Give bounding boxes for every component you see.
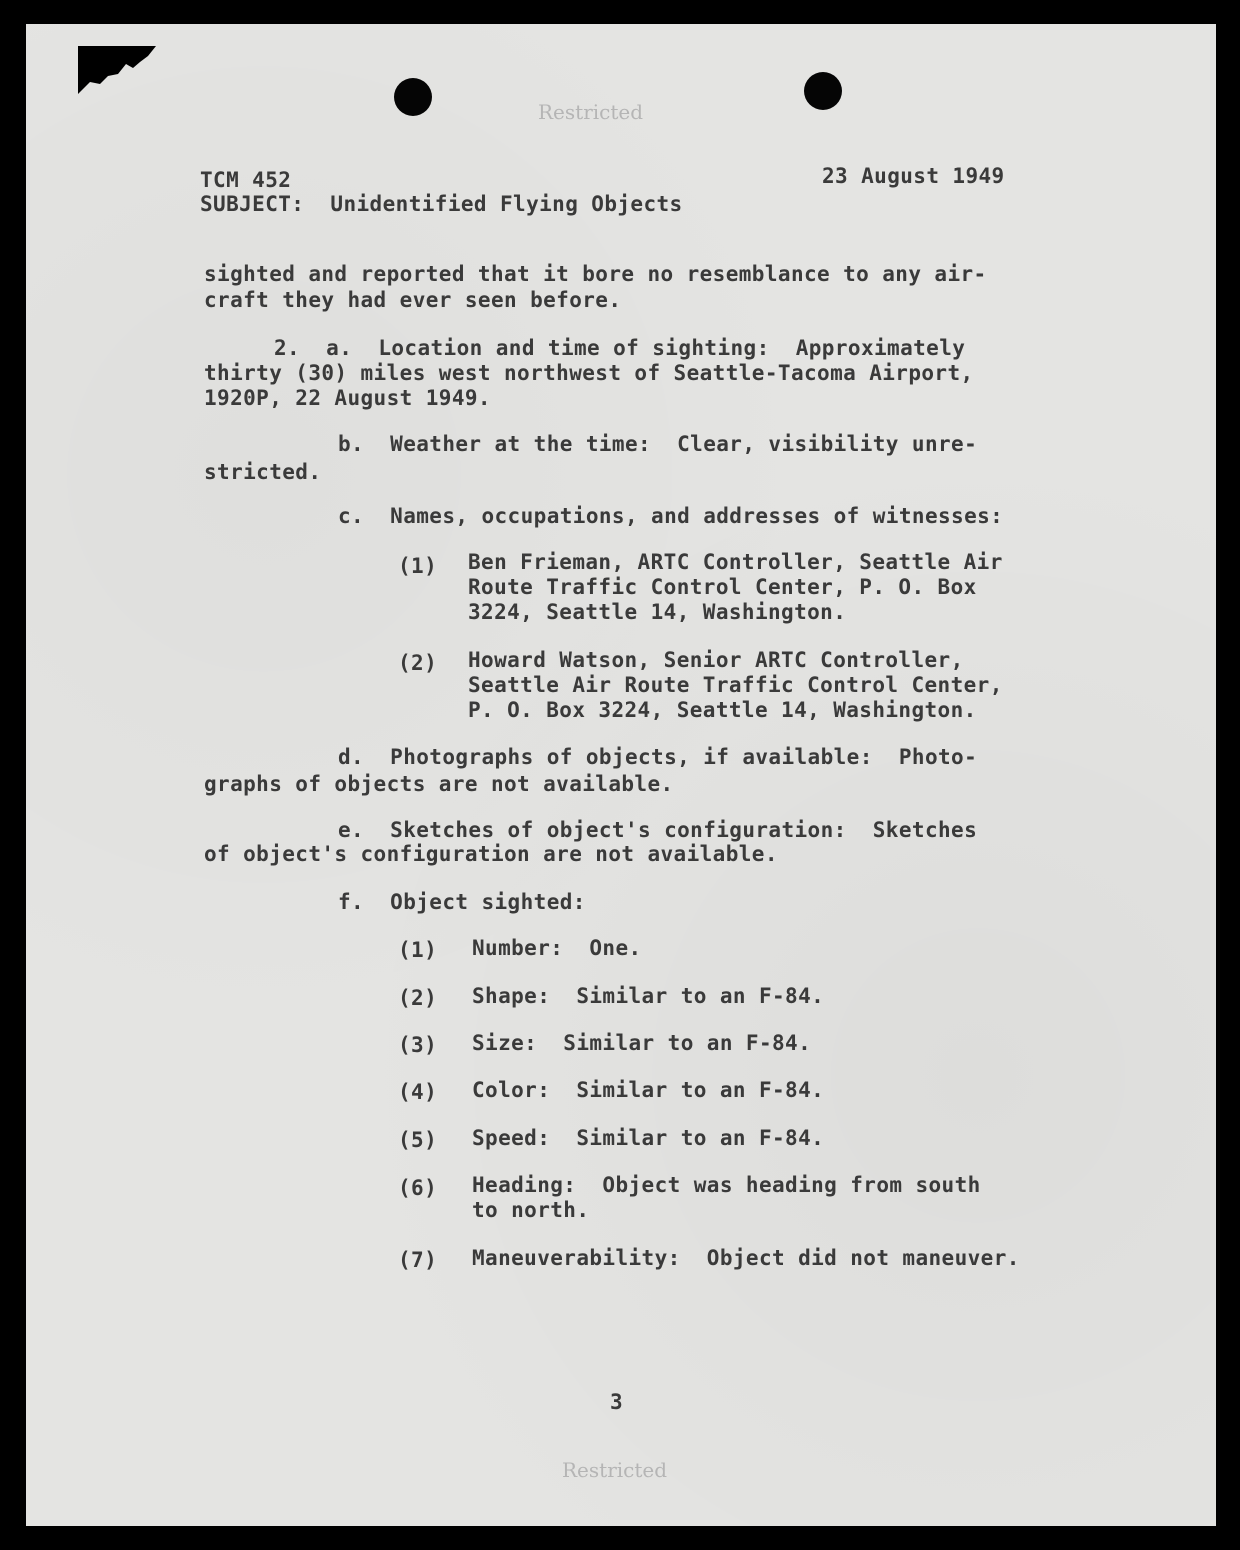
witness-number: (1): [398, 554, 438, 578]
object-item-number: (2): [398, 986, 438, 1010]
object-item-text: Number: One.: [472, 936, 642, 960]
object-item-number: (6): [398, 1176, 438, 1200]
object-item-number: (4): [398, 1080, 438, 1104]
item-2a-line: thirty (30) miles west northwest of Seattle-Tacoma Airport,: [204, 361, 974, 385]
item-2a-line: 1920P, 22 August 1949.: [204, 386, 491, 410]
restricted-stamp-bottom: Restricted: [562, 1458, 668, 1482]
witness-line: P. O. Box 3224, Seattle 14, Washington.: [468, 698, 977, 722]
witness-line: Route Traffic Control Center, P. O. Box: [468, 575, 977, 599]
body-line: sighted and reported that it bore no resemblance to any air-: [204, 262, 987, 286]
object-item-text: Shape: Similar to an F-84.: [472, 984, 825, 1008]
object-item-number: (3): [398, 1033, 438, 1057]
object-item-number: (1): [398, 938, 438, 962]
item-2c-line: c. Names, occupations, and addresses of witnesses:: [338, 504, 1004, 528]
object-item-number: (5): [398, 1128, 438, 1152]
subject-line: SUBJECT: Unidentified Flying Objects: [200, 192, 683, 216]
witness-line: Ben Frieman, ARTC Controller, Seattle Air: [468, 550, 1003, 574]
witness-line: 3224, Seattle 14, Washington.: [468, 600, 847, 624]
punch-hole-left: [394, 78, 432, 116]
object-item-number: (7): [398, 1248, 438, 1272]
item-2f-line: f. Object sighted:: [338, 890, 586, 914]
object-item-text: Heading: Object was heading from south: [472, 1173, 981, 1197]
witness-number: (2): [398, 651, 438, 675]
body-line: craft they had ever seen before.: [204, 288, 622, 312]
item-2d-line: d. Photographs of objects, if available: Photo-: [338, 745, 978, 769]
item-2d-line: graphs of objects are not available.: [204, 772, 674, 796]
reference-number: TCM 452: [200, 168, 292, 192]
punch-hole-right: [804, 72, 842, 110]
object-item-text: Color: Similar to an F-84.: [472, 1078, 825, 1102]
document-page: [26, 24, 1216, 1526]
object-item-text: to north.: [472, 1198, 590, 1222]
object-item-text: Maneuverability: Object did not maneuver.: [472, 1246, 1020, 1270]
item-2a-line: 2. a. Location and time of sighting: Approximately: [274, 336, 966, 360]
page-number: 3: [610, 1390, 624, 1414]
witness-line: Howard Watson, Senior ARTC Controller,: [468, 648, 964, 672]
item-2b-line: b. Weather at the time: Clear, visibility unre-: [338, 432, 978, 456]
item-2b-line: stricted.: [204, 460, 322, 484]
document-date: 23 August 1949: [822, 164, 1005, 188]
object-item-text: Speed: Similar to an F-84.: [472, 1126, 825, 1150]
object-item-text: Size: Similar to an F-84.: [472, 1031, 812, 1055]
witness-line: Seattle Air Route Traffic Control Center,: [468, 673, 1003, 697]
item-2e-line: of object's configuration are not available.: [204, 842, 778, 866]
item-2e-line: e. Sketches of object's configuration: Sketches: [338, 818, 978, 842]
restricted-stamp-top: Restricted: [538, 100, 644, 124]
